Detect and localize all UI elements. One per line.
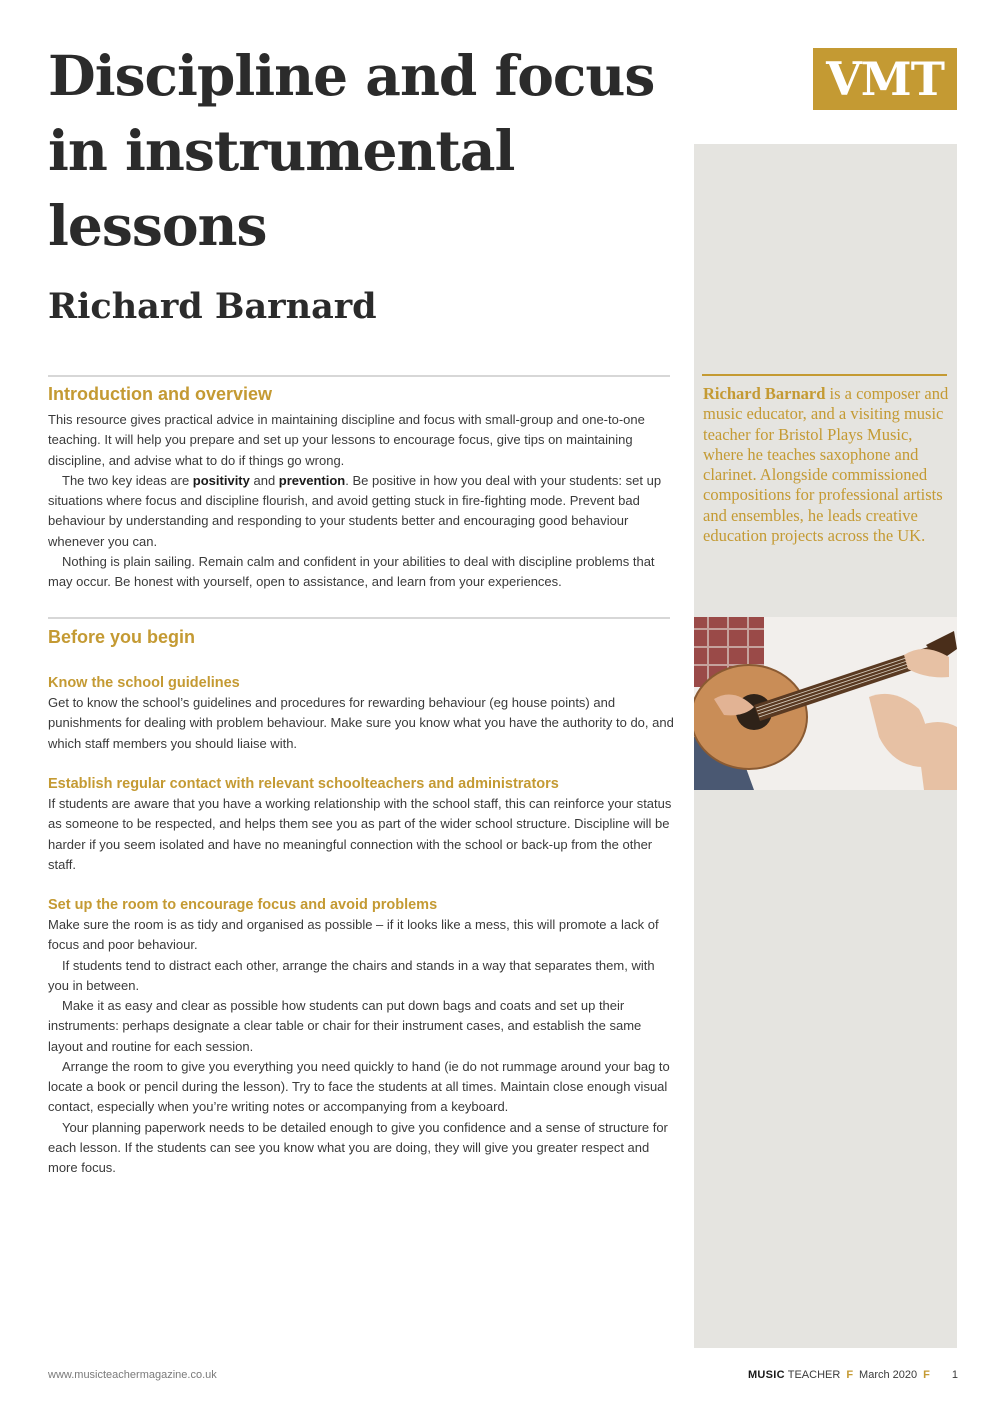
regular-contact-body [48, 794, 674, 875]
footer-issue-info [748, 1369, 958, 1381]
intro-p2-text-a: The two key ideas are [62, 472, 193, 488]
room-setup-paragraph-1: Make sure the room is as tidy and organised as possible – if it looks like a mess, this will promote a lack of focus and poor behaviour. [48, 917, 659, 953]
room-setup-paragraph-2: If students tend to distract each other, arrange the chairs and stands in a way that separates them, with you in between. [48, 957, 655, 993]
section-divider [48, 375, 670, 377]
room-setup-paragraph-4: Arrange the room to give you everything you need quickly to hand (ie do not rummage around your bag to locate a book or pencil during the lesson). Try to face the students at all times. Maintain close enough visual contact, especially when you’re writing notes or accompanying from a keyboard. [48, 1058, 670, 1115]
footer-separator: F [923, 1369, 930, 1381]
footer-magazine-rest: TEACHER [787, 1369, 841, 1381]
intro-body [48, 410, 674, 592]
heading-before-you-begin: Before you begin [48, 627, 196, 647]
keyword-prevention: prevention [278, 472, 346, 488]
room-setup-body [48, 915, 674, 1178]
guitar-lesson-photo [694, 617, 957, 790]
intro-paragraph-1: This resource gives practical advice in maintaining discipline and focus with small-group and one-to-one teaching. It will help you prepare and set up your lessons to encourage focus, give tips on maintaining discipline, and advise what to do if things go wrong. [48, 412, 645, 468]
heading-introduction: Introduction and overview [48, 384, 273, 404]
author-bio [703, 384, 951, 546]
subheading-regular-contact: Establish regular contact with relevant schoolteachers and administrators [48, 776, 559, 792]
regular-contact-paragraph: If students are aware that you have a working relationship with the school staff, this can reinforce your status as someone to be respected, and helps them see you as part of the wider school structure. Discipline will be harder if you seem isolated and have no meaningful connection with the school or back-up from the other staff. [48, 796, 672, 872]
vmt-logo: VMT [813, 48, 957, 110]
room-setup-paragraph-5: Your planning paperwork needs to be detailed enough to give you confidence and a sense of structure for each lesson. If the students can see you know what you are doing, they will give you greater respect and more focus. [48, 1119, 668, 1175]
keyword-positivity: positivity [192, 472, 250, 488]
footer-separator: F [846, 1369, 854, 1381]
author-name: Richard Barnard [48, 286, 377, 327]
intro-paragraph-2 [48, 471, 674, 552]
intro-paragraph-3: Nothing is plain sailing. Remain calm and confident in your abilities to deal with discipline problems that may occur. Be honest with yourself, open to assistance, and learn from your experiences. [48, 553, 655, 589]
subheading-room-setup: Set up the room to encourage focus and avoid problems [48, 897, 438, 913]
bio-name: Richard Barnard [703, 384, 826, 403]
subheading-school-guidelines: Know the school guidelines [48, 675, 240, 691]
school-guidelines-paragraph: Get to know the school’s guidelines and procedures for rewarding behaviour (eg house points) and punishments for dealing with problem behaviour. Make sure you know what you have the authority to do, and which staff members you should liaise with. [48, 695, 674, 751]
page-number: 1 [951, 1369, 958, 1381]
room-setup-paragraph-3: Make it as easy and clear as possible how students can put down bags and coats and set up their instruments: perhaps designate a clear table or chair for their instrument cases, and establish the same layout and routine for each session. [48, 998, 642, 1054]
bio-text: is a composer and music educator, and a visiting music teacher for Bristol Plays Music, where he teaches saxophone and clarinet. Alongside commissioned compositions for professional artists and ensembles, he leads creative education projects across the UK. [703, 384, 949, 546]
page-title: Discipline and focus in instrumental lessons [48, 43, 655, 258]
bio-divider [702, 374, 947, 376]
intro-p2-text-d: . Be positive in how you deal with your students: set up situations where focus and discipline flourish, and avoid getting stuck in fire-fighting mode. Prevent bad behaviour by understanding and responding to your students better and encouraging good behaviour whenever you can. [48, 472, 662, 549]
school-guidelines-body [48, 693, 674, 754]
footer-date: March 2020 [859, 1369, 918, 1381]
footer-magazine-bold: MUSIC [747, 1369, 785, 1381]
intro-p2-text-c: and [249, 472, 279, 488]
section-divider [48, 617, 670, 619]
footer-url[interactable]: www.musicteachermagazine.co.uk [48, 1369, 217, 1381]
